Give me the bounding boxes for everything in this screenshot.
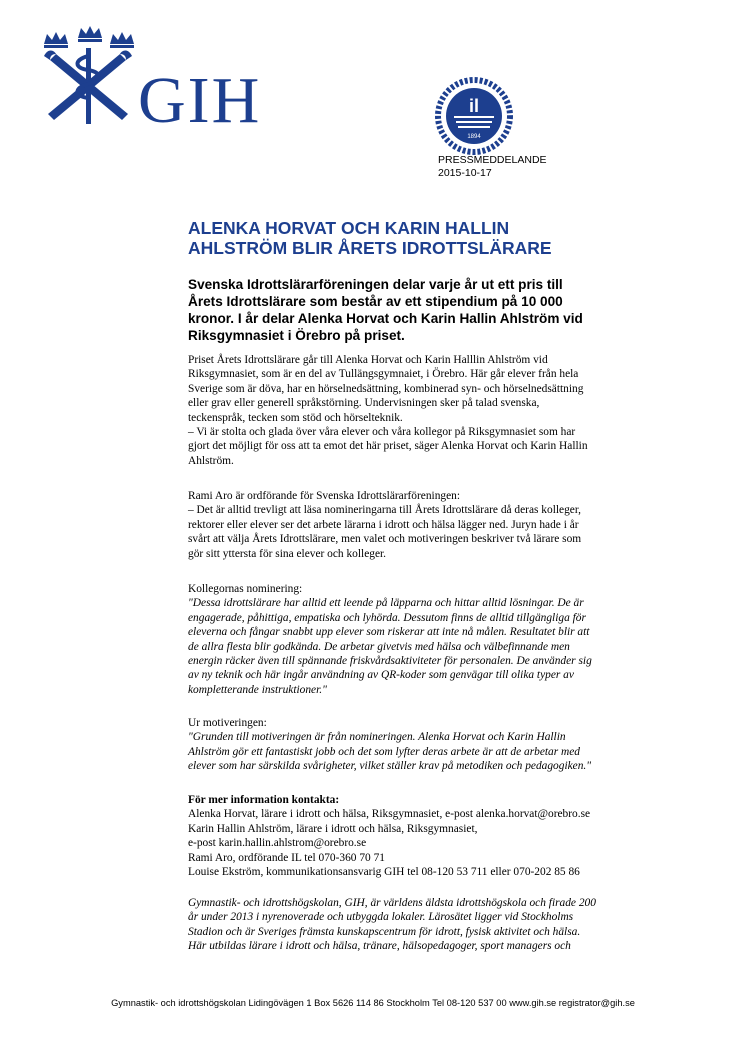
quote-line: av ny teknik och här ingår användning av QR-koder som genvägar till olika typer av: [188, 669, 574, 682]
nomination-section: [188, 582, 658, 697]
body-line: Sverige som är döva, har en hörselnedsättning, kombinerad syn- och hörselnedsättning: [188, 382, 584, 395]
quote-line: elever som har särskilda svårigheter, vilket ställer krav på metodiken och pedagogiken.": [188, 760, 592, 773]
contact-line: Louise Ekström, kommunikationsansvarig GIH tel 08-120 53 711 eller 070-202 85 86: [188, 866, 580, 879]
about-gih: [188, 896, 658, 954]
quote-line: "Grunden till motiveringen är från nomineringen. Alenka Horvat och Karin Hallin: [188, 731, 566, 744]
contact-line: Alenka Horvat, lärare i idrott och hälsa, Riksgymnasiet, e-post alenka.horvat@orebro.se: [188, 808, 591, 821]
lead-line: kronor. I år delar Alenka Horvat och Karin Hallin Ahlström vid: [188, 311, 583, 326]
body-line: Priset Årets Idrottslärare går till Alenka Horvat och Karin Halllin Ahlström vid: [188, 354, 548, 366]
lead-line: Riksgymnasiet i Örebro på priset.: [188, 328, 405, 343]
press-type: PRESSMEDDELANDE: [438, 154, 547, 166]
lead-line: Årets Idrottslärare som består av ett stipendium på 10 000: [188, 294, 563, 309]
seal-year: 1894: [467, 134, 481, 140]
body-line: eller grav eller generell språkstörning. Undervisningen sker på talad svenska,: [188, 397, 540, 410]
quote-line: engagerade, påhittiga, empatiska och lyhörda. Dessutom finns de alltid tillgängliga för: [188, 611, 586, 624]
body-line: teckenspråk, tecken som stöd och hörselteknik.: [188, 411, 403, 424]
body-line: gjort det möjligt för oss att ta emot det här priset, säger Alenka Horvat och Karin Hallin: [188, 440, 588, 453]
body-line: gör sitt yttersta för sina elever och kolleger.: [188, 547, 387, 560]
nomination-label: Kollegornas nominering:: [188, 583, 303, 595]
about-line: Gymnastik- och idrottshögskolan, GIH, är världens äldsta idrottshögskola och firade 200: [188, 897, 596, 909]
lead-line: Svenska Idrottslärarföreningen delar varje år ut ett pris till: [188, 277, 563, 292]
quote-line: Ahlström gör ett fantastiskt jobb och det som lyfter deras arbete är att de arbetar med: [188, 745, 580, 758]
gih-logo: [38, 26, 262, 137]
body-line: Riksgymnasiet, som är en del av Tullängsgymnaiet, i Örebro. Här går elever från hela: [188, 368, 579, 381]
quote-line: kompletterande instruktioner.": [188, 683, 327, 696]
contact-line: e-post karin.hallin.ahlstrom@orebro.se: [188, 837, 367, 850]
body-paragraph-1: [188, 353, 658, 468]
contact-line: Rami Aro, ordförande IL tel 070-360 70 71: [188, 851, 385, 864]
quote-line: "Dessa idrottslärare har alltid ett leende på läpparna och hittar alltid lösningar. De är: [188, 597, 584, 610]
about-line: år under 2013 i nyrenoverade och utbyggda lokaler. Lärosätet ligger vid Stockholms: [188, 911, 574, 924]
body-line: Ahlström.: [188, 454, 234, 467]
contacts-section: [188, 793, 658, 879]
svg-text:il: il: [468, 96, 480, 116]
body-line: svårt att välja Årets Idrottslärare, men valet och motiveringen beskriver två lärare som: [188, 533, 582, 546]
press-date: 2015-10-17: [438, 167, 492, 179]
body-line: rektorer eller elever ser det arbete lärarna i idrott och hälsa lägger ned. Juryn hade i år: [188, 518, 579, 531]
quote-line: energin räcker även till spännande friskvårdsaktiviteter för personalen. De använder sig: [188, 655, 592, 668]
lead-paragraph: [188, 276, 658, 344]
body-paragraph-2: [188, 489, 658, 561]
headline-line: AHLSTRÖM BLIR ÅRETS IDROTTSLÄRARE: [188, 238, 552, 258]
page-footer: Gymnastik- och idrottshögskolan Lidingövägen 1 Box 5626 114 86 Stockholm Tel 08-120 537 00 www.gih.se registrator@gih.se: [111, 998, 635, 1008]
gih-logo-text: GIH: [138, 64, 262, 137]
quote-line: eleverna och fångar snabbt upp elever som riskerar att inte nå målen. Resultatet blir att: [188, 626, 590, 639]
about-line: Här utbildas lärare i idrott och hälsa, tränare, hälsopedagoger, sport managers och: [188, 940, 571, 953]
body-line: Rami Aro är ordförande för Svenska Idrottslärarföreningen:: [188, 490, 461, 502]
crowns-and-staff-icon: [38, 26, 138, 126]
body-line: – Det är alltid trevligt att läsa nomineringarna till Årets Idrottslärare då deras kolleger,: [188, 504, 582, 517]
seal-laurel-icon: [434, 76, 514, 156]
motivation-section: [188, 716, 658, 774]
motivation-label: Ur motiveringen:: [188, 717, 267, 729]
press-header: [438, 154, 547, 180]
idrottslarare-seal: [434, 76, 514, 156]
about-line: Stadion och är Sveriges främsta kunskapscentrum för idrott, fysisk aktivitet och hälsa.: [188, 925, 581, 938]
headline: [188, 218, 658, 258]
quote-line: de allra flesta blir godkända. De arbetar givetvis med hälsa och välbefinnande men: [188, 640, 570, 653]
body-line: – Vi är stolta och glada över våra elever och våra kollegor på Riksgymnasiet som har: [188, 426, 576, 439]
contact-line: Karin Hallin Ahlström, lärare i idrott och hälsa, Riksgymnasiet,: [188, 822, 478, 835]
contacts-heading: För mer information kontakta:: [188, 794, 340, 806]
headline-line: ALENKA HORVAT OCH KARIN HALLIN: [188, 218, 510, 238]
